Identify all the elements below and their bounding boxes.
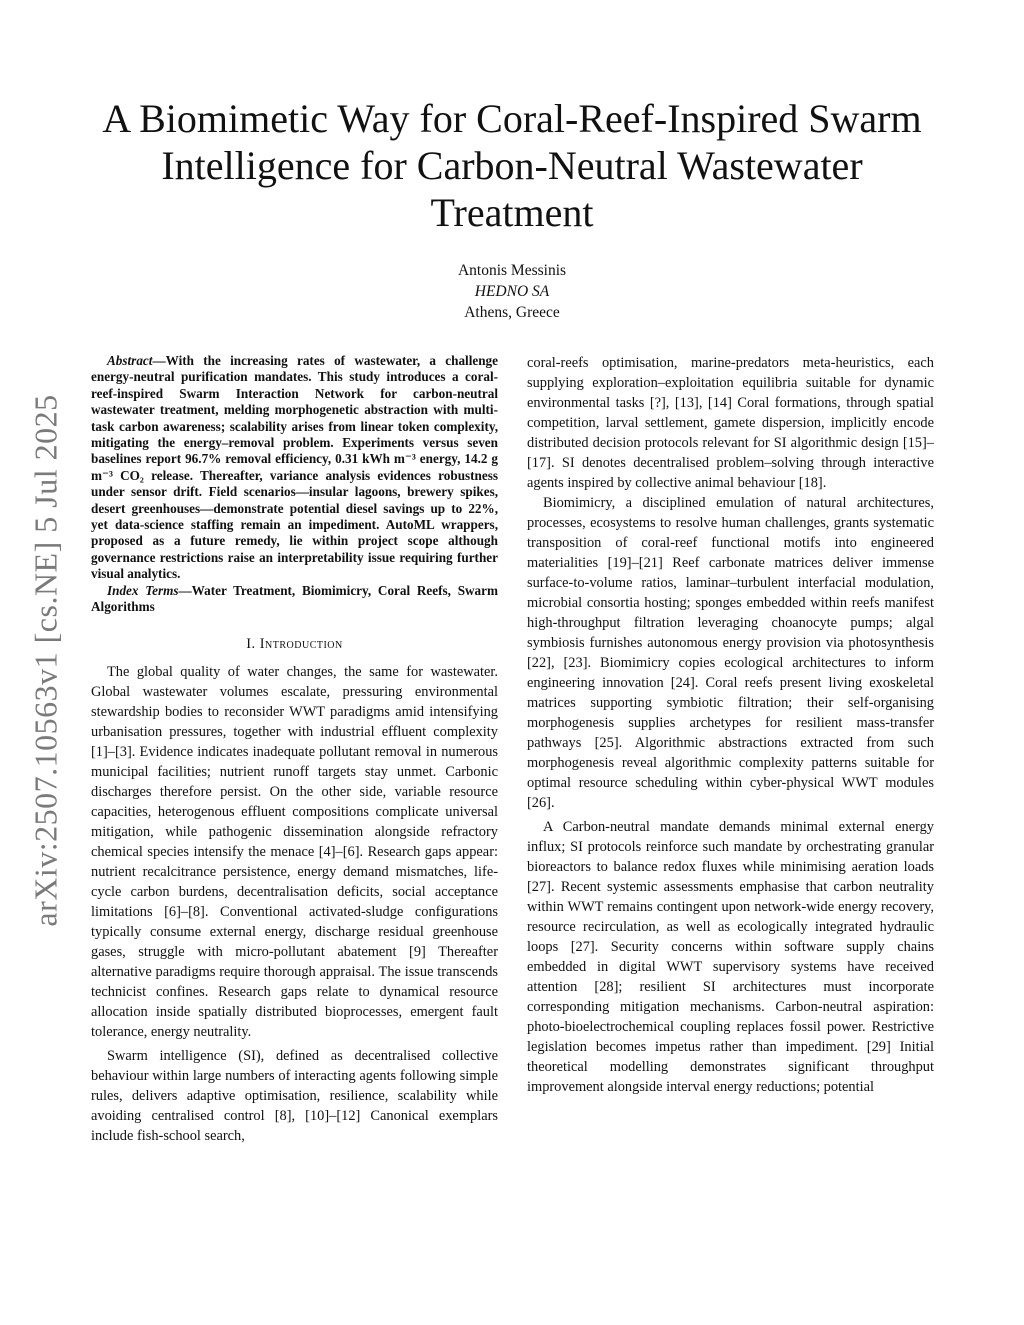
paper-title: A Biomimetic Way for Coral-Reef-Inspired Swarm Intelligence for Carbon-Neutral Wastewater Treatment <box>102 96 922 235</box>
intro-paragraph-1: The global quality of water changes, the same for wastewater. Global wastewater volumes escalate, pressuring environmental stewardship bodies to reconsider WWT paradigms amid intensifying urbanisation pressures, together with industrial effluent complexity [1]–[3]. Evidence indicates inadequate pollutant removal in numerous municipal facilities; nutrient runoff targets stay unmet. Carbonic discharges therefore persist. On the other side, variable resource capacities, heterogenous effluent compositions complicate universal mitigation, while pathogenic dissemination alongside refractory chemical species intensify the menace [4]–[6]. Research gaps appear: nutrient recalcitrance persistence, energy demand mismatches, life-cycle carbon burdens, decentralisation deficits, social acceptance limitations [6]–[8]. Conventional activated-sludge configurations typically consume external energy, discharge residual greenhouse gases, struggle with micro-pollutant abatement [9] Thereafter alternative paradigms require thorough appraisal. The issue transcends technicist confines. Research gaps relate to dynamical resource allocation inside spatially distributed bioprocesses, emergent fault tolerance, energy neutrality. <box>91 663 498 1040</box>
section-number: I. <box>246 635 256 652</box>
author-block <box>260 260 764 323</box>
intro-paragraph-3: Biomimicry, a disciplined emulation of natural architectures, processes, ecosystems to resolve human challenges, grants systematic transposition of coral-reef functional motifs into engineered materialities [19]–[21] Reef carbonate matrices deliver immense surface-to-volume ratios, laminar–turbulent interfacial modulation, microbial consortia hosting; sponges embedded within reefs manifest high-throughput filtration leveraging choanocyte pumps; algal symbiosis furnishes autonomous energy provision via photosynthesis [22], [23]. Biomimicry copies ecological architectures to inform engineering innovation [24]. Coral reefs present living exoskeletal matrices supporting symbiotic filtration; their self-organising morphogenesis supplies archetypes for resilient mass-transfer pathways [25]. Algorithmic abstractions extracted from such morphogenesis reveal algorithmic complexity patterns suitable for optimal resource scheduling within cyber-physical WWT modules [26]. <box>527 495 934 811</box>
index-terms-label: Index Terms <box>107 582 179 598</box>
author-location: Athens, Greece <box>464 304 560 321</box>
index-terms <box>91 583 498 616</box>
abstract-text: —With the increasing rates of wastewater, a challenge energy-neutral purification mandates. This study introduces a coral-reef-inspired Swarm Interaction Network for carbon-neutral wastewater treatment, melding morphogenetic abstraction with multi-task carbon awareness; scalability arises from linear token complexity, mitigating the energy–removal problem. Experiments versus seven baselines report 96.7% removal efficiency, 0.31 kWh m⁻³ energy, 14.2 g m⁻³ CO₂ release. Thereafter, variance analysis evidences robustness under sensor drift. Field scenarios—insular lagoons, brewery spikes, desert greenhouses—demonstrate potential diesel savings up to 22%, yet data-science staffing remain an impediment. AutoML wrappers, proposed as a future remedy, lie within project scope although governance restrictions raise an interpretability issue requiring further visual analytics. <box>91 353 498 582</box>
index-terms-text: —Water Treatment, Biomimicry, Coral Reefs, Swarm Algorithms <box>91 582 498 615</box>
abstract <box>91 353 498 583</box>
arxiv-identifier-text: arXiv:2507.10563v1 [cs.NE] 5 Jul 2025 <box>27 393 64 927</box>
arxiv-identifier <box>22 380 70 940</box>
abstract-label: Abstract <box>107 353 153 368</box>
right-column <box>527 353 934 1097</box>
section-title: Introduction <box>259 635 343 652</box>
intro-paragraph-2-continued: coral-reefs optimisation, marine-predators meta-heuristics, each supplying exploration–exploitation equilibria suitable for dynamic environmental tasks [?], [13], [14] Coral formations, through spatial competition, larval settlement, gamete dispersion, implicitly encode distributed decision protocols relevant for SI algorithmic design [15]–[17]. SI denotes decentralised problem–solving through interactive agents inspired by collective animal behaviour [18]. <box>527 355 934 491</box>
author-affiliation: HEDNO SA <box>474 283 550 300</box>
author-name: Antonis Messinis <box>457 262 567 279</box>
section-heading-introduction <box>91 634 498 654</box>
left-column <box>91 353 498 1146</box>
intro-paragraph-2: Swarm intelligence (SI), defined as decentralised collective behaviour within large numbers of interacting agents following simple rules, delivers adaptive optimisation, resilience, scalability while avoiding centralised control [8], [10]–[12] Canonical exemplars include fish-school search, <box>91 1047 498 1144</box>
intro-paragraph-4: A Carbon-neutral mandate demands minimal external energy influx; SI protocols reinforce such mandate by orchestrating granular bioreactors to balance redox fluxes while minimising aeration loads [27]. Recent systemic assessments emphasise that carbon neutrality within WWT remains contingent upon network-wide energy recovery, resource recirculation, as well as ecologically integrated hydraulic loops [27]. Security concerns within software supply chains embedded in digital WWT supervisory systems have received attention [28]; resilient SI architectures must incorporate corresponding mitigation mechanisms. Carbon-neutral aspiration: photo-bioelectrochemical coupling replaces fossil power. Restrictive legislation becomes impetus rather than impediment. [29] Initial theoretical modelling demonstrates significant throughput improvement alongside interval energy reductions; potential <box>527 819 934 1095</box>
